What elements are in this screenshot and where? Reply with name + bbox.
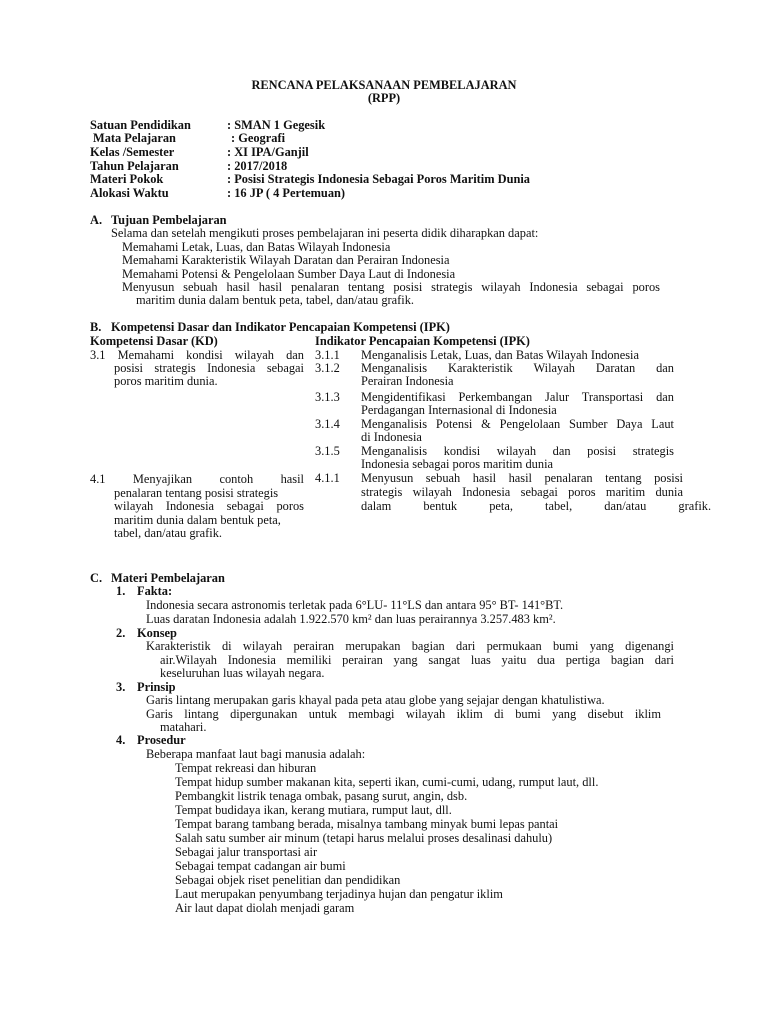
- ipk-text: Perairan Indonesia: [361, 374, 454, 388]
- kd-text: maritim dunia dalam bentuk peta,: [114, 513, 281, 527]
- ipk-text: Menganalisis Potensi & Pengelolaan Sumber Daya Laut: [361, 417, 674, 431]
- paragraph-line: Beberapa manfaat laut bagi manusia adalah:: [146, 747, 366, 761]
- kd-text: 4.1 Menyajikan contoh hasil: [90, 472, 304, 486]
- list-item: Tempat barang tambang berada, misalnya tambang minyak bumi lepas pantai: [175, 817, 559, 831]
- subsection-number: 2.: [116, 626, 126, 640]
- identity-value: : SMAN 1 Gegesik: [227, 118, 326, 132]
- list-item-continuation: maritim dunia dalam bentuk peta, tabel, dan/atau grafik.: [136, 293, 415, 307]
- ipk-number: 4.1.1: [315, 471, 340, 485]
- identity-value: : 2017/2018: [227, 159, 288, 173]
- list-item: Tempat rekreasi dan hiburan: [175, 761, 317, 775]
- document-title: RENCANA PELAKSANAAN PEMBELAJARAN: [251, 78, 517, 92]
- section-title: Materi Pembelajaran: [111, 571, 225, 585]
- paragraph-line: Garis lintang merupakan garis khayal pada peta atau globe yang sejajar dengan khatulistiwa.: [146, 693, 605, 707]
- identity-label: Materi Pokok: [90, 172, 164, 186]
- ipk-text: Menyusun sebuah hasil hasil penalaran tentang posisi: [361, 471, 683, 485]
- paragraph-line: Luas daratan Indonesia adalah 1.922.570 km² dan luas perairannya 3.257.483 km².: [146, 612, 556, 626]
- list-item: Sebagai tempat cadangan air bumi: [175, 859, 346, 873]
- kd-text: penalaran tentang posisi strategis: [114, 486, 279, 500]
- subsection-title: Prosedur: [137, 733, 186, 747]
- paragraph-line: Indonesia secara astronomis terletak pada 6°LU- 11°LS dan antara 95° BT- 141°BT.: [146, 598, 564, 612]
- list-item: Tempat hidup sumber makanan kita, seperti ikan, cumi-cumi, udang, rumput laut, dll.: [175, 775, 599, 789]
- section-title: Kompetensi Dasar dan Indikator Pencapaian Kompetensi (IPK): [111, 320, 450, 334]
- ipk-number: 3.1.3: [315, 390, 340, 404]
- ipk-text: Perdagangan Internasional di Indonesia: [361, 403, 557, 417]
- identity-label: Mata Pelajaran: [93, 131, 176, 145]
- section-title: Tujuan Pembelajaran: [111, 213, 227, 227]
- ipk-text: dalam bentuk peta, tabel, dan/atau grafik.: [361, 499, 712, 513]
- identity-label: Kelas /Semester: [90, 145, 175, 159]
- section-letter: A.: [90, 213, 103, 227]
- kd-text: poros maritim dunia.: [114, 374, 218, 388]
- paragraph-line: Garis lintang dipergunakan untuk membagi wilayah iklim di bumi yang disebut iklim: [146, 707, 661, 721]
- ipk-column-header: Indikator Pencapaian Kompetensi (IPK): [315, 334, 530, 348]
- identity-label: Tahun Pelajaran: [90, 159, 179, 173]
- list-item: Memahami Letak, Luas, dan Batas Wilayah Indonesia: [122, 240, 391, 254]
- subsection-title: Konsep: [137, 626, 177, 640]
- paragraph-line: matahari.: [160, 720, 207, 734]
- subsection-title: Prinsip: [137, 680, 176, 694]
- list-item: Memahami Karakteristik Wilayah Daratan dan Perairan Indonesia: [122, 253, 450, 267]
- list-item: Tempat budidaya ikan, kerang mutiara, rumput laut, dll.: [175, 803, 452, 817]
- ipk-number: 3.1.2: [315, 361, 340, 375]
- list-item: Sebagai jalur transportasi air: [175, 845, 318, 859]
- identity-value: : Posisi Strategis Indonesia Sebagai Poros Maritim Dunia: [227, 172, 531, 186]
- kd-text: posisi strategis Indonesia sebagai: [114, 361, 304, 375]
- ipk-text: Mengidentifikasi Perkembangan Jalur Transportasi dan: [361, 390, 674, 404]
- subsection-number: 3.: [116, 680, 126, 694]
- kd-column-header: Kompetensi Dasar (KD): [90, 334, 218, 348]
- subsection-title: Fakta:: [137, 584, 173, 598]
- ipk-number: 3.1.1: [315, 348, 340, 362]
- list-item: Sebagai objek riset penelitian dan pendidikan: [175, 873, 401, 887]
- ipk-text: Indonesia sebagai poros maritim dunia: [361, 457, 554, 471]
- list-item: Air laut dapat diolah menjadi garam: [175, 901, 355, 915]
- subsection-number: 1.: [116, 584, 126, 598]
- identity-value: : Geografi: [231, 131, 286, 145]
- ipk-text: di Indonesia: [361, 430, 422, 444]
- ipk-number: 3.1.5: [315, 444, 340, 458]
- ipk-number: 3.1.4: [315, 417, 340, 431]
- identity-value: : 16 JP ( 4 Pertemuan): [227, 186, 346, 200]
- paragraph-line: keseluruhan luas wilayah negara.: [160, 666, 325, 680]
- list-item: Pembangkit listrik tenaga ombak, pasang surut, angin, dsb.: [175, 789, 468, 803]
- list-item: Memahami Potensi & Pengelolaan Sumber Daya Laut di Indonesia: [122, 267, 456, 281]
- paragraph-line: Karakteristik di wilayah perairan merupakan bagian dari permukaan bumi yang digenangi: [146, 639, 674, 653]
- subsection-number: 4.: [116, 733, 126, 747]
- kd-text: wilayah Indonesia sebagai poros: [114, 499, 304, 513]
- ipk-text: Menganalisis Karakteristik Wilayah Daratan dan: [361, 361, 674, 375]
- kd-text: tabel, dan/atau grafik.: [114, 526, 223, 540]
- ipk-text: strategis wilayah Indonesia sebagai poros maritim dunia: [361, 485, 683, 499]
- list-item: Salah satu sumber air minum (tetapi harus melalui proses desalinasi dahulu): [175, 831, 553, 845]
- identity-value: : XI IPA/Ganjil: [227, 145, 309, 159]
- section-intro: Selama dan setelah mengikuti proses pembelajaran ini peserta didik diharapkan dapat:: [111, 226, 539, 240]
- section-letter: C.: [90, 571, 103, 585]
- list-item: Laut merupakan penyumbang terjadinya hujan dan pengatur iklim: [175, 887, 503, 901]
- ipk-text: Menganalisis Letak, Luas, dan Batas Wilayah Indonesia: [361, 348, 639, 362]
- section-letter: B.: [90, 320, 102, 334]
- identity-label: Satuan Pendidikan: [90, 118, 191, 132]
- paragraph-line: air.Wilayah Indonesia memiliki perairan yang sangat luas yaitu dua pertiga bagian dari: [160, 653, 674, 667]
- document-subtitle: (RPP): [367, 91, 401, 105]
- identity-label: Alokasi Waktu: [90, 186, 169, 200]
- list-item: Menyusun sebuah hasil hasil penalaran tentang posisi strategis wilayah Indonesia sebagai poros: [122, 280, 660, 294]
- kd-text: 3.1 Memahami kondisi wilayah dan: [90, 348, 304, 362]
- ipk-text: Menganalisis kondisi wilayah dan posisi strategis: [361, 444, 674, 458]
